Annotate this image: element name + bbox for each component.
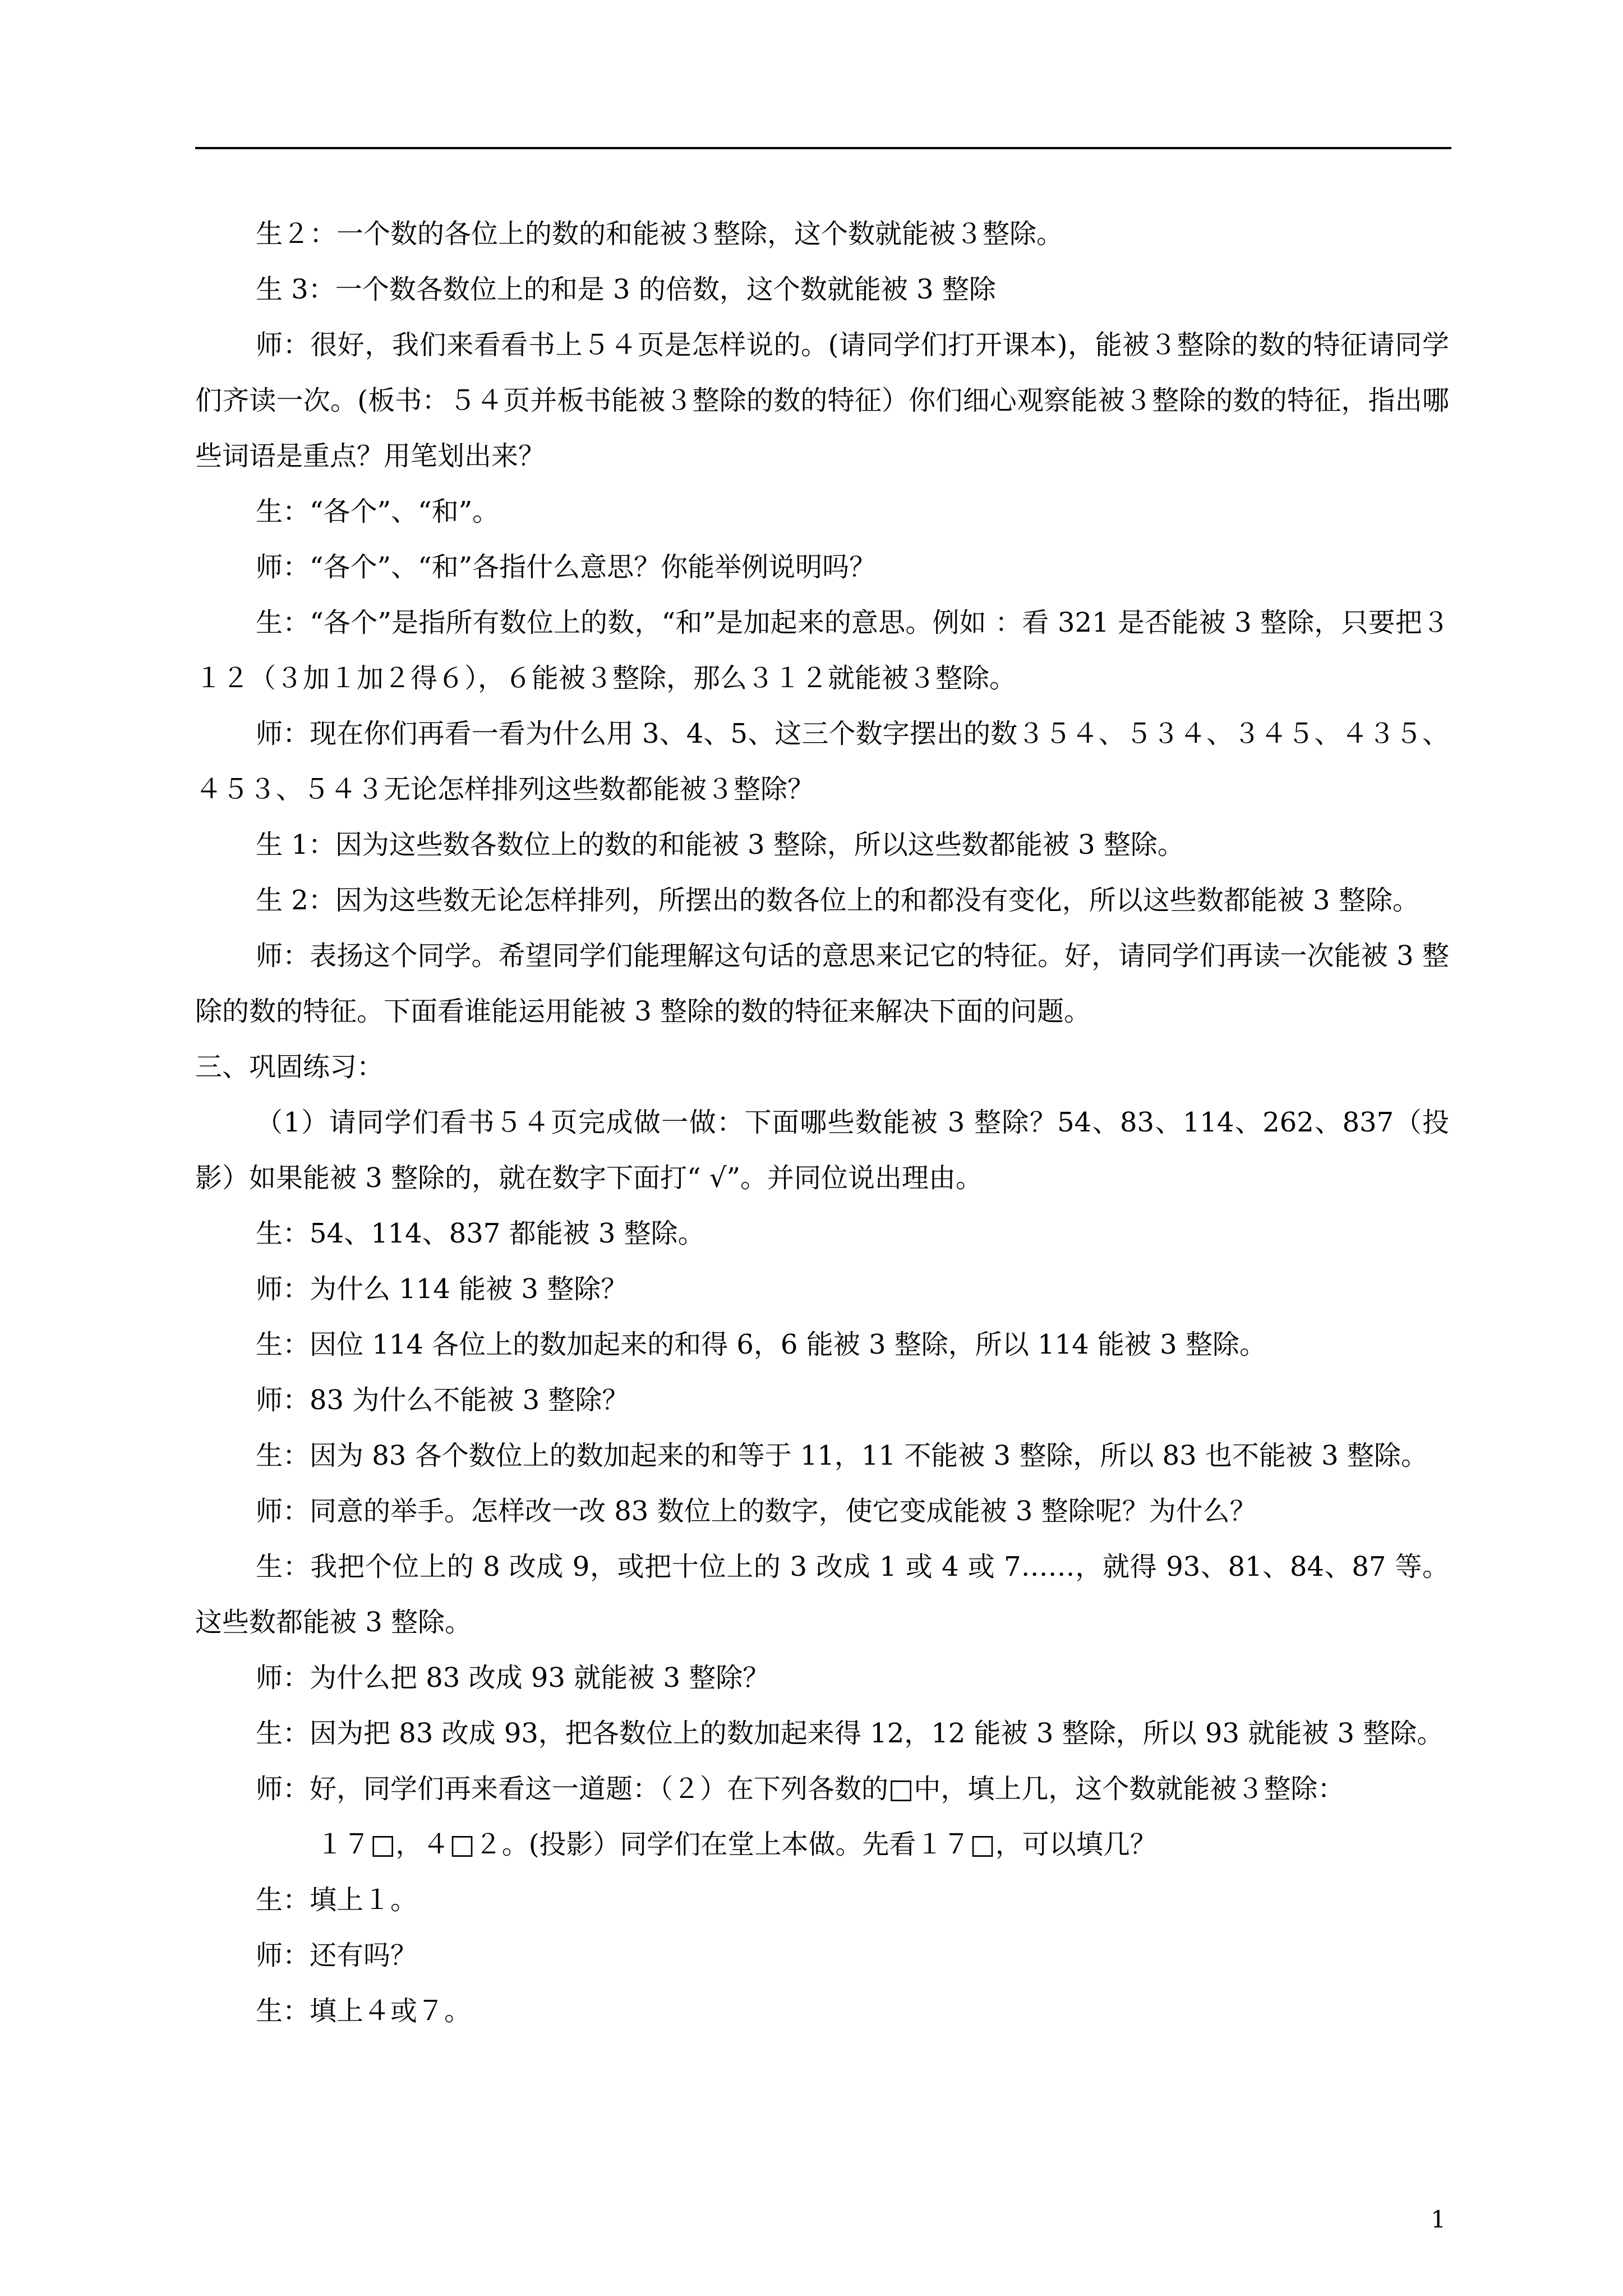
- paragraph: 师：同意的举手。怎样改一改 83 数位上的数字，使它变成能被 3 整除呢？为什么？: [256, 1496, 1257, 1527]
- paragraph: 生 1：因为这些数各数位上的数的和能被 3 整除，所以这些数都能被 3 整除。: [256, 829, 1184, 861]
- paragraph: 生：填上１。: [256, 1884, 418, 1916]
- paragraph: 师：很好，我们来看看书上５４页是怎样说的。(请同学们打开课本)，能被３整除的数的特征请同学们齐读一次。(板书：５４页并板书能被３整除的数的特征）你们细心观察能被３整除的数的特征，指出哪些词语是重点？用笔划出来？: [195, 329, 1449, 472]
- paragraph: 师：表扬这个同学。希望同学们能理解这句话的意思来记它的特征。好，请同学们再读一次能被 3 整除的数的特征。下面看谁能运用能被 3 整除的数的特征来解决下面的问题。: [195, 940, 1449, 1027]
- paragraph: 师：好，同学们再来看这一道题：（２）在下列各数的□中，填上几，这个数就能被３整除：: [256, 1773, 1345, 1805]
- section-heading: 三、巩固练习：: [195, 1051, 384, 1083]
- paragraph: 生：因为把 83 改成 93，把各数位上的数加起来得 12，12 能被 3 整除，所以 93 就能被 3 整除。: [256, 1718, 1444, 1749]
- paragraph: 生 2：因为这些数无论怎样排列，所摆出的数各位上的和都没有变化，所以这些数都能被 3 整除。: [256, 885, 1419, 916]
- paragraph: 生：因位 114 各位上的数加起来的和得 6，6 能被 3 整除，所以 114 能被 3 整除。: [256, 1329, 1266, 1360]
- paragraph: 生：“各个”、“和”。: [256, 496, 500, 527]
- header-rule: [195, 147, 1451, 149]
- paragraph: 师：83 为什么不能被 3 整除？: [256, 1384, 629, 1416]
- paragraph: 生：“各个”是指所有数位上的数，“和”是加起来的意思。例如 ：看 321 是否能被 3 整除，只要把３１２（３加１加２得６），６能被３整除，那么３１２就能被３整除。: [195, 607, 1449, 694]
- paragraph: 生：填上４或７。: [256, 1995, 472, 2027]
- paragraph: 生：54、114、837 都能被 3 整除。: [256, 1218, 705, 1249]
- paragraph: 生：我把个位上的 8 改成 9，或把十位上的 3 改成 1 或 4 或 7……，就得 93、81、84、87 等。这些数都能被 3 整除。: [195, 1551, 1449, 1638]
- paragraph: 师：“各个”、“和”各指什么意思？你能举例说明吗？: [256, 551, 877, 583]
- paragraph: 师：为什么 114 能被 3 整除？: [256, 1273, 628, 1305]
- paragraph: １７□，４□２。(投影）同学们在堂上本做。先看１７□，可以填几？: [316, 1829, 1157, 1860]
- document-body: [195, 206, 1449, 2039]
- page-number: 1: [1431, 2206, 1446, 2233]
- paragraph: 生 3：一个数各数位上的和是 3 的倍数，这个数就能被 3 整除: [256, 274, 996, 305]
- paragraph: 师：为什么把 83 改成 93 就能被 3 整除？: [256, 1662, 770, 1694]
- paragraph: （1）请同学们看书５４页完成做一做：下面哪些数能被 3 整除？54、83、114、262、837（投影）如果能被 3 整除的，就在数字下面打“ √”。并同位说出理由。: [195, 1107, 1449, 1194]
- paragraph: 生：因为 83 各个数位上的数加起来的和等于 11，11 不能被 3 整除，所以 83 也不能被 3 整除。: [256, 1440, 1428, 1471]
- paragraph: 师：还有吗？: [256, 1940, 418, 1971]
- paragraph: 生２：一个数的各位上的数的和能被３整除，这个数就能被３整除。: [256, 218, 1064, 250]
- paragraph: 师：现在你们再看一看为什么用 3、4、5、这三个数字摆出的数３５４、５３４、３４５、４３５、４５３、５４３无论怎样排列这些数都能被３整除？: [195, 718, 1449, 805]
